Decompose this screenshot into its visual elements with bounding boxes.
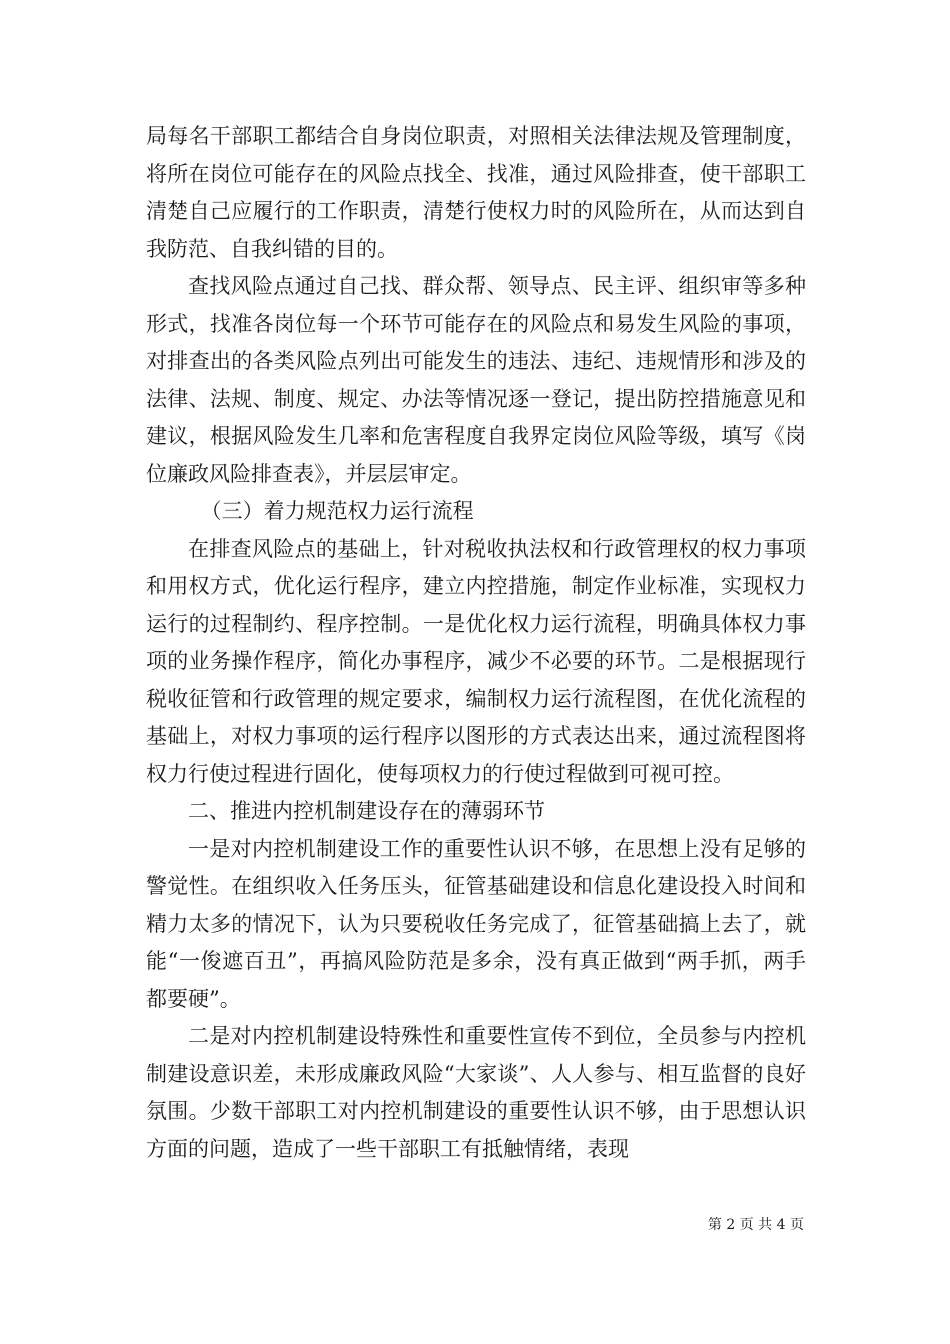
paragraph-point-one: 一是对内控机制建设工作的重要性认识不够，在思想上没有足够的警觉性。在组织收入任务压头，征管基础建设和信息化建设投入时间和精力太多的情况下，认为只要税收任务完成了，征管基础搞上去了，就能“一俊遮百丑”，再搞风险防范是多余，没有真正做到“两手抓，两手都要硬”。: [146, 836, 806, 1011]
section-heading-weak-links: 二、推进内控机制建设存在的薄弱环节: [188, 799, 545, 823]
paragraph-process: 在排查风险点的基础上，针对税收执法权和行政管理权的权力事项和用权方式，优化运行程序，建立内控措施，制定作业标准，实现权力运行的过程制约、程序控制。一是优化权力运行流程，明确具体权力事项的业务操作程序，简化办事程序，减少不必要的环节。二是根据现行税收征管和行政管理的规定要求，编制权力运行流程图，在优化流程的基础上，对权力事项的运行程序以图形的方式表达出来，通过流程图将权力行使过程进行固化，使每项权力的行使过程做到可视可控。: [146, 536, 806, 786]
body-text: [146, 118, 806, 1168]
paragraph-continuation: 局每名干部职工都结合自身岗位职责，对照相关法律法规及管理制度，将所在岗位可能存在的风险点找全、找准，通过风险排查，使干部职工清楚自己应履行的工作职责，清楚行使权力时的风险所在，从而达到自我防范、自我纠错的目的。: [146, 124, 806, 261]
paragraph-point-two: 二是对内控机制建设特殊性和重要性宣传不到位，全员参与内控机制建设意识差，未形成廉政风险“大家谈”、人人参与、相互监督的良好氛围。少数干部职工对内控机制建设的重要性认识不够，由于思想认识方面的问题，造成了一些干部职工有抵触情绪，表现: [146, 1024, 806, 1161]
paragraph-risk-finding: 查找风险点通过自己找、群众帮、领导点、民主评、组织审等多种形式，找准各岗位每一个环节可能存在的风险点和易发生风险的事项，对排查出的各类风险点列出可能发生的违法、违纪、违规情形和涉及的法律、法规、制度、规定、办法等情况逐一登记，提出防控措施意见和建议，根据风险发生几率和危害程度自我界定岗位风险等级，填写《岗位廉政风险排查表》，并层层审定。: [146, 274, 806, 486]
section-heading-3: （三）着力规范权力运行流程: [200, 499, 474, 523]
page-number: 第 2 页 共 4 页: [707, 1217, 804, 1233]
